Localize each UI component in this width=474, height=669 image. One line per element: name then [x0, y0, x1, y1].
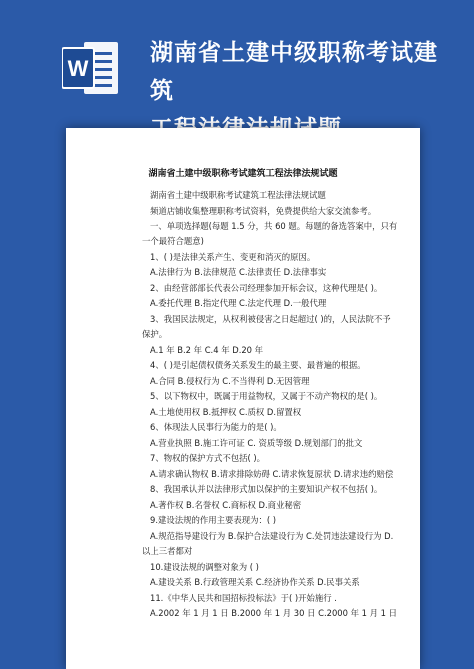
text-line: A.规范指导建设行为 B.保护合法建设行为 C.处罚违法建设行为 D. [150, 531, 394, 541]
text-line: 5、以下物权中，既属于用益物权，又属于不动产物权的是( )。 [150, 391, 383, 401]
header-banner [0, 0, 474, 118]
text-line: 1、( )是法律关系产生、变更和消灭的原因。 [150, 252, 316, 262]
title-line-1: 湖南省土建中级职称考试建筑 [150, 40, 438, 104]
document-title: 湖南省土建中级职称考试建筑工程法律法规试题 [148, 169, 338, 179]
text-line: 11.《中华人民共和国招标投标法》于( )开始施行 . [150, 593, 337, 603]
text-line: 保护。 [142, 329, 168, 339]
text-line: 一个最符合题意) [142, 236, 204, 246]
text-line: A.营业执照 B.施工许可证 C. 资质等级 D.规划部门的批文 [150, 438, 363, 448]
document-page [66, 128, 420, 669]
text-line: A.著作权 B.名誉权 C.商标权 D.商业秘密 [150, 500, 302, 510]
text-line: 2、由经营部部长代表公司经理参加开标会议，这种代理是( )。 [150, 283, 383, 293]
word-icon-letter: W [67, 56, 89, 81]
text-line: A.合同 B.侵权行为 C.不当得利 D.无因管理 [150, 376, 310, 386]
word-icon [62, 40, 120, 96]
document-body [66, 128, 420, 669]
text-line: A.法律行为 B.法律规范 C.法律责任 D.法律事实 [150, 267, 327, 277]
text-line: 6、体现法人民事行为能力的是( )。 [150, 422, 282, 432]
text-line: A.2002 年 1 月 1 日 B.2000 年 1 月 30 日 C.2000 年 1 月 1 日 [150, 608, 398, 618]
text-line: A.委托代理 B.指定代理 C.法定代理 D.一般代理 [150, 298, 327, 308]
text-line: 8、我国承认并以法律形式加以保护的主要知识产权不包括( )。 [150, 484, 383, 494]
text-line: A.请求确认物权 B.请求排除妨碍 C.请求恢复原状 D.请求违约赔偿 [150, 469, 394, 479]
text-line: 3、我国民法规定，从权利被侵害之日起超过( )的，人民法院不予 [150, 314, 391, 324]
text-line: 以上三者都对 [142, 546, 193, 556]
text-line: 湖南省土建中级职称考试建筑工程法律法规试题 [150, 190, 326, 200]
text-line: 频道店铺收集整理职称考试资料，免费提供给大家交流参考。 [150, 206, 377, 216]
text-line: 9.建设法规的作用主要表现为：( ) [150, 515, 277, 525]
text-line: A.1 年 B.2 年 C.4 年 D.20 年 [150, 345, 264, 355]
text-line: 10.建设法规的调整对象为 ( ) [150, 562, 259, 572]
text-line: 7、物权的保护方式不包括( )。 [150, 453, 266, 463]
text-line: 4、( )是引起债权债务关系发生的最主要、最普遍的根据。 [150, 360, 366, 370]
text-line: A.建设关系 B.行政管理关系 C.经济协作关系 D.民事关系 [150, 577, 360, 587]
text-line: 一、单项选择题(每题 1.5 分，共 60 题。每题的备选答案中，只有 [150, 221, 398, 231]
text-line: A.土地使用权 B.抵押权 C.质权 D.留置权 [150, 407, 302, 417]
